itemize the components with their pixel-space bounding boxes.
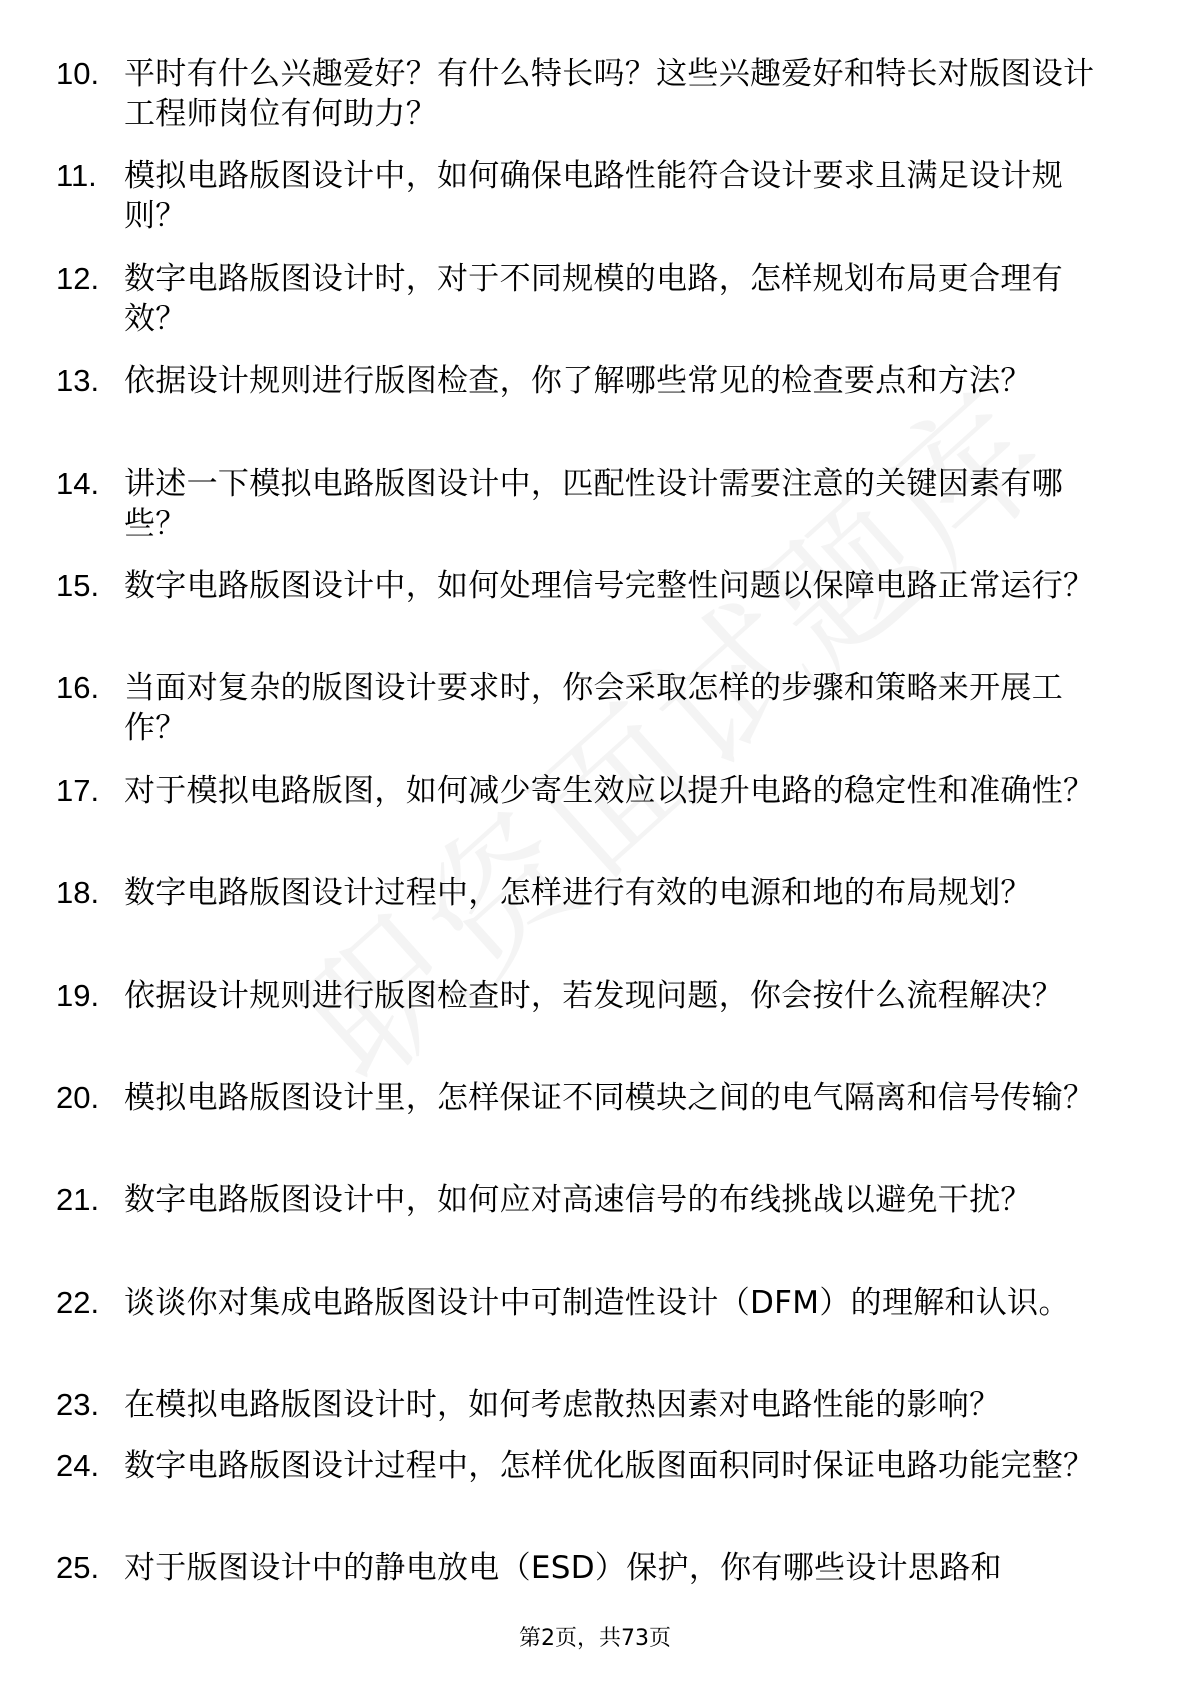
question-item [0,359,1190,461]
question-number: 25. [56,1550,100,1586]
question-text: 对于版图设计中的静电放电（ESD）保护，你有哪些设计思路和 [124,1550,1002,1587]
question-item [0,1076,1190,1178]
question-item [0,1383,1190,1444]
question-number: 18. [56,875,100,911]
question-text: 数字电路版图设计时，对于不同规模的电路，怎样规划布局更合理有效？ [124,260,1063,337]
question-number: 16. [56,670,100,706]
question-text: 在模拟电路版图设计时，如何考虑散热因素对电路性能的影响？ [124,1387,1001,1424]
question-text: 对于模拟电路版图，如何减少寄生效应以提升电路的稳定性和准确性？ [124,772,1095,809]
question-number: 15. [56,567,100,603]
question-item [0,462,1190,564]
question-list [0,52,1190,1649]
question-item [0,871,1190,973]
question-item [0,1178,1190,1280]
question-number: 17. [56,772,100,808]
question-item [0,1281,1190,1383]
question-text: 数字电路版图设计过程中，怎样进行有效的电源和地的布局规划？ [124,875,1032,912]
question-item [0,1444,1190,1546]
question-item [0,974,1190,1076]
question-text: 依据设计规则进行版图检查，你了解哪些常见的检查要点和方法？ [124,363,1032,400]
question-number: 11. [56,158,97,194]
question-text: 数字电路版图设计中，如何应对高速信号的布线挑战以避免干扰？ [124,1182,1032,1219]
question-item [0,769,1190,871]
question-item [0,154,1190,256]
question-number: 13. [56,363,100,399]
page-footer: 第2页，共73页 [519,1626,671,1651]
question-item [0,666,1190,768]
question-number: 14. [56,465,100,501]
question-text: 数字电路版图设计中，如何处理信号完整性问题以保障电路正常运行？ [124,567,1095,604]
question-text: 平时有什么兴趣爱好？有什么特长吗？这些兴趣爱好和特长对版图设计工程师岗位有何助力？ [124,56,1095,132]
question-text: 谈谈你对集成电路版图设计中可制造性设计（DFM）的理解和认识。 [124,1284,1070,1321]
question-number: 19. [56,977,100,1013]
question-text: 模拟电路版图设计中，如何确保电路性能符合设计要求且满足设计规则？ [124,158,1063,235]
question-text: 数字电路版图设计过程中，怎样优化版图面积同时保证电路功能完整？ [124,1448,1095,1485]
question-number: 22. [56,1284,100,1320]
question-number: 24. [56,1448,100,1484]
question-number: 21. [56,1182,100,1218]
question-number: 12. [56,260,100,296]
question-item [0,564,1190,666]
question-item [0,257,1190,359]
question-number: 20. [56,1079,100,1115]
question-text: 模拟电路版图设计里，怎样保证不同模块之间的电气隔离和信号传输？ [124,1079,1095,1116]
question-item [0,52,1190,154]
question-text: 依据设计规则进行版图检查时，若发现问题，你会按什么流程解决？ [124,977,1063,1014]
question-text: 当面对复杂的版图设计要求时，你会采取怎样的步骤和策略来开展工作？ [124,670,1063,747]
question-number: 23. [56,1387,100,1423]
question-text: 讲述一下模拟电路版图设计中，匹配性设计需要注意的关键因素有哪些？ [124,465,1063,542]
question-number: 10. [56,56,100,91]
